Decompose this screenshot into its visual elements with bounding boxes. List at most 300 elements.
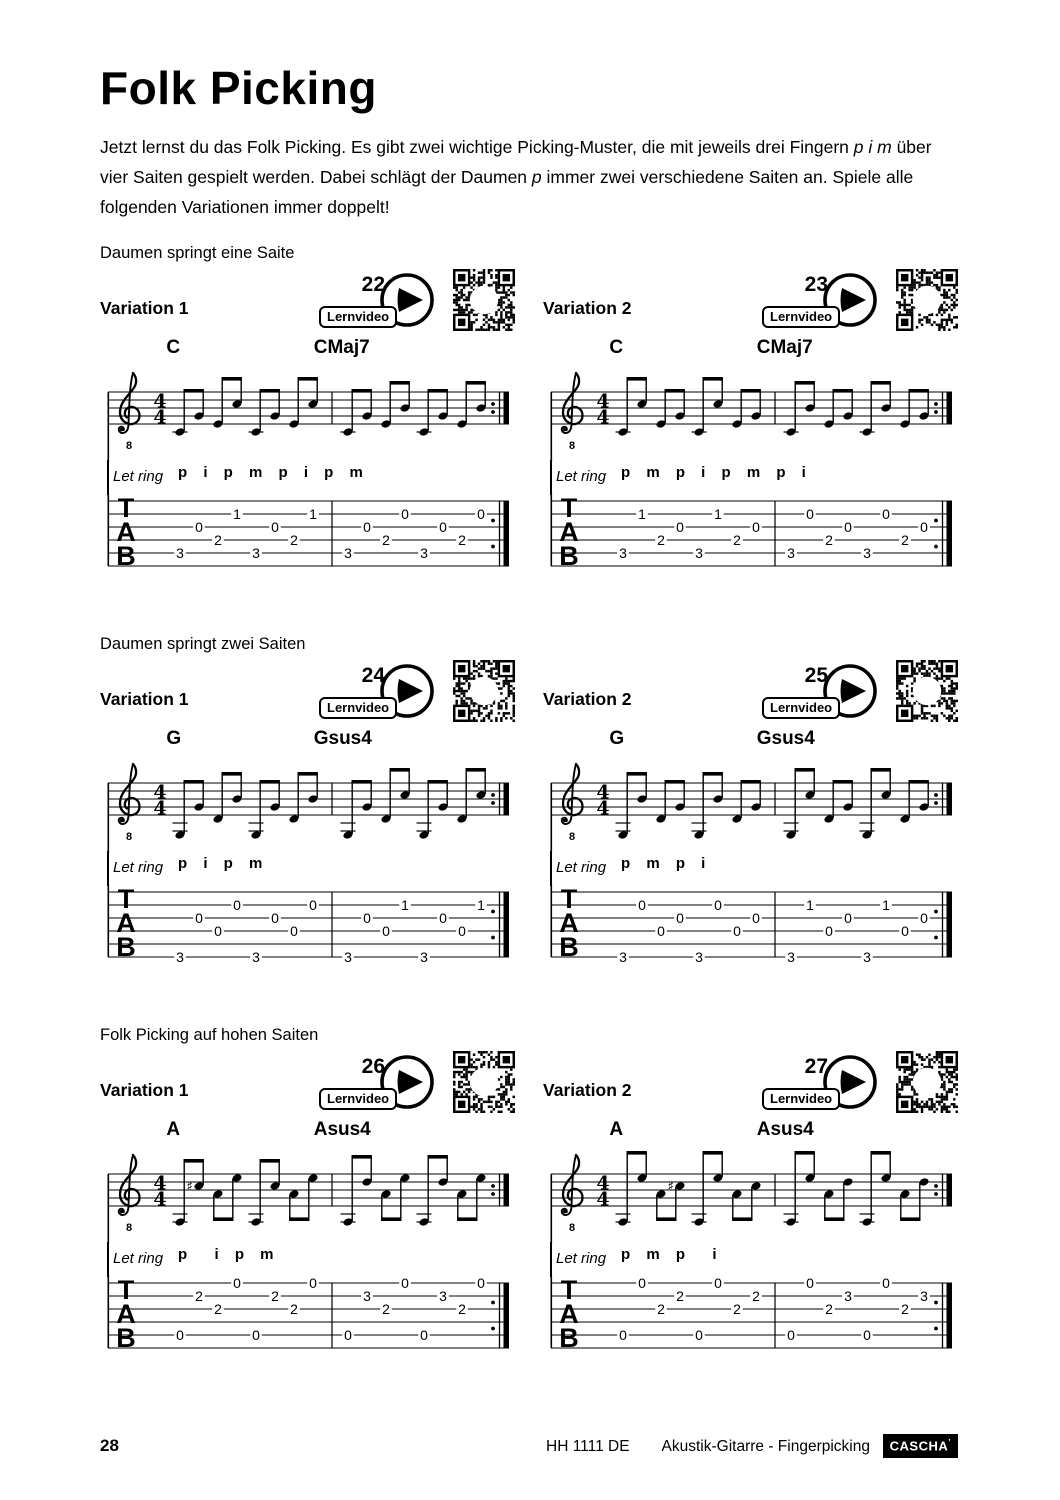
staff-notation [100,362,515,462]
staff-notation [543,753,958,853]
let-ring-label: Let ring [113,468,164,486]
tab-fret-number: 0 [477,506,485,523]
performance-row [543,462,958,493]
tab-fret-number: 3 [252,545,260,562]
note-pair [212,377,242,429]
system-line [550,1242,552,1277]
tab-fret-number: 2 [657,1301,665,1318]
variation-label: Variation 1 [100,1079,189,1100]
tab-fret-number: 2 [752,1288,760,1305]
treble-clef-icon [562,764,583,843]
variation-header [100,269,515,337]
tab-notation [543,1275,958,1367]
tab-fret-number: 3 [863,545,871,562]
tab-letter: B [559,1323,579,1354]
tab-fret-number: 3 [363,1288,371,1305]
tab-fret-number: 1 [638,506,646,523]
fingering-text: p m p i [621,855,711,873]
variation-header [543,269,958,337]
video-number: 25 [804,664,828,688]
tab-fret-number: 2 [195,1288,203,1305]
section-heading: Daumen springt zwei Saiten [100,635,306,654]
tab-letter: T [117,884,135,915]
note-pair [249,780,281,840]
variation-header [100,1051,515,1119]
chord-row [543,337,958,362]
tab-fret-number: 0 [714,1275,722,1292]
tab-fret-number: 0 [638,897,646,914]
note-pair [731,780,761,824]
note-pair [899,389,929,429]
note-pair [731,1181,761,1221]
video-number: 23 [804,273,828,297]
lernvideo-label: Lernvideo [319,1088,397,1110]
treble-clef-icon [562,373,583,452]
note-pair [860,1151,892,1227]
note-pair [823,389,853,429]
tab-fret-number: 3 [695,545,703,562]
qr-code [453,269,515,331]
tab-fret-number: 0 [714,897,722,914]
system-line [107,851,109,886]
chord-label: G [166,728,182,750]
variation-media [319,660,515,728]
qr-code [896,269,958,331]
tab-letter: T [117,1275,135,1306]
system-line [107,460,109,495]
note-pair [692,1151,724,1227]
variation-label: Variation 1 [100,297,189,318]
note-pair [731,389,761,429]
tab-letter: A [559,1299,579,1330]
note-pair [173,389,205,437]
system-line [550,851,552,886]
tab-fret-number: 0 [733,923,741,940]
tab-notation [100,1275,515,1367]
note-pair [417,389,449,437]
tab-fret-number: 0 [309,897,317,914]
tab-fret-number: 1 [233,506,241,523]
performance-row [100,1244,515,1275]
lernvideo-badge [319,269,439,335]
qr-code [453,1051,515,1113]
tab-fret-number: 3 [695,949,703,966]
tab-fret-number: 2 [657,532,665,549]
lernvideo-badge [762,1051,882,1117]
sharp-accidental: ♯ [667,1179,674,1195]
lernvideo-badge [319,660,439,726]
tab-fret-number: 0 [882,1275,890,1292]
variation-header [543,1051,958,1119]
tab-letter: T [560,493,578,524]
footer-code: HH 1111 DE [546,1438,630,1455]
fingering-text: p i p m p i p m [178,464,368,482]
tab-fret-number: 0 [195,519,203,536]
let-ring-label: Let ring [113,859,164,877]
variation-media [319,269,515,337]
lernvideo-label: Lernvideo [319,697,397,719]
video-number: 22 [361,273,385,297]
system-line [107,1242,109,1277]
tab-fret-number: 0 [363,519,371,536]
tab-fret-number: 3 [344,545,352,562]
chord-row [100,728,515,753]
treble-clef-icon [562,1155,583,1234]
note-pair [380,381,410,429]
tab-notation [100,493,515,585]
staff-notation [100,753,515,853]
performance-row [100,853,515,884]
tab-fret-number: 0 [806,506,814,523]
tab-fret-number: 3 [619,949,627,966]
variation-label: Variation 1 [100,688,189,709]
note-pair [341,780,373,840]
note-pair [860,381,892,437]
tab-fret-number: 0 [290,923,298,940]
tab-fret-number: 1 [477,897,485,914]
tab-fret-number: 3 [920,1288,928,1305]
performance-row [543,1244,958,1275]
tab-fret-number: 0 [233,1275,241,1292]
svg-text:4: 4 [596,1188,610,1211]
variation-block [100,1045,515,1367]
tab-fret-number: 0 [882,506,890,523]
tab-fret-number: 3 [176,545,184,562]
note-pair [823,780,853,824]
chord-row [100,337,515,362]
tab-fret-number: 0 [695,1327,703,1344]
clef-octave-8: 8 [125,440,133,453]
tab-letter: B [116,1323,136,1354]
tab-fret-number: 0 [233,897,241,914]
tab-fret-number: 0 [901,923,909,940]
staff-notation [543,1144,958,1244]
note-pair [655,780,685,824]
footer-book-title: Akustik-Gitarre - Fingerpicking [661,1438,870,1455]
note-pair [288,772,318,824]
tab-letter: B [559,541,579,572]
tab-fret-number: 2 [825,532,833,549]
lernvideo-label: Lernvideo [762,306,840,328]
let-ring-label: Let ring [556,468,607,486]
let-ring-label: Let ring [556,1250,607,1268]
chord-label: C [166,337,181,359]
tab-fret-number: 1 [309,506,317,523]
tab-notation [543,493,958,585]
variations-row [100,654,958,976]
tab-fret-number: 3 [344,949,352,966]
tab-fret-number: 0 [787,1327,795,1344]
lernvideo-badge [319,1051,439,1117]
chord-label: Gsus4 [313,728,372,750]
lernvideo-badge [762,269,882,335]
tab-letter: T [560,1275,578,1306]
note-pair [692,772,724,840]
tab-fret-number: 2 [825,1301,833,1318]
variations-row [100,263,958,585]
qr-code [453,660,515,722]
svg-text:4: 4 [153,1172,167,1195]
tab-fret-number: 0 [195,910,203,927]
qr-code [896,1051,958,1113]
note-pair [823,1177,853,1221]
chord-row [543,1119,958,1144]
time-signature [153,391,166,429]
section-heading: Folk Picking auf hohen Saiten [100,1026,319,1045]
note-pair [784,1151,816,1227]
note-pair [655,1180,685,1222]
chord-label: CMaj7 [313,337,370,359]
note-pair [212,1173,242,1221]
clef-octave-8: 8 [568,831,576,844]
treble-clef-icon [119,1155,140,1234]
clef-octave-8: 8 [125,831,133,844]
variation-label: Variation 2 [543,1079,632,1100]
note-pair [860,768,892,840]
performance-row [100,462,515,493]
note-pair [288,1173,318,1221]
note-pair [249,1159,281,1227]
picking-section [100,635,958,976]
fingering-text: p m p i p m p i [621,464,811,482]
time-signature [596,1173,609,1211]
svg-text:4: 4 [153,1188,167,1211]
tab-fret-number: 0 [382,923,390,940]
tab-fret-number: 0 [752,910,760,927]
sharp-accidental: ♯ [186,1179,193,1195]
tab-fret-number: 0 [420,1327,428,1344]
tab-fret-number: 2 [733,1301,741,1318]
time-signature [153,1173,166,1211]
tab-fret-number: 3 [619,545,627,562]
note-pair [417,780,449,840]
chord-label: Asus4 [313,1119,371,1141]
video-number: 27 [804,1055,828,1079]
note-pair [616,772,648,840]
chord-label: Asus4 [756,1119,814,1141]
tab-fret-number: 0 [401,1275,409,1292]
note-pair [456,1173,486,1221]
variation-block [100,654,515,976]
time-signature [596,782,609,820]
fingering-text: p m p i [621,1246,722,1264]
note-pair [616,377,648,437]
svg-text:4: 4 [596,1172,610,1195]
variation-media [762,269,958,337]
tab-fret-number: 0 [825,923,833,940]
svg-text:4: 4 [596,781,610,804]
tab-fret-number: 0 [657,923,665,940]
chord-row [543,728,958,753]
performance-row [543,853,958,884]
tab-fret-number: 0 [863,1327,871,1344]
tab-letter: A [559,908,579,939]
tab-fret-number: 3 [787,949,795,966]
tab-letter: A [116,908,136,939]
note-pair [288,377,318,429]
page-title: Folk Picking [100,62,377,114]
tab-notation [100,884,515,976]
tab-fret-number: 1 [806,897,814,914]
note-pair [341,389,373,437]
chord-label: CMaj7 [756,337,813,359]
svg-text:4: 4 [596,406,610,429]
tab-fret-number: 2 [382,532,390,549]
tab-fret-number: 3 [420,949,428,966]
tab-fret-number: 0 [477,1275,485,1292]
tab-fret-number: 0 [676,910,684,927]
svg-text:4: 4 [596,797,610,820]
tab-letter: A [116,1299,136,1330]
tab-fret-number: 0 [271,910,279,927]
variation-media [762,1051,958,1119]
note-pair [456,381,486,429]
intro-text: Jetzt lernst du das Folk Picking. Es gibt zwei wichtige Picking-Muster, die mit jeweils drei Fingern p i m über vier Saiten gespielt werden. Dabei schlägt der Daumen p immer zwei verschiedene Saiten an. Spiele alle folgenden Variationen immer doppelt! [100,137,932,218]
tab-letter: T [560,884,578,915]
video-number: 26 [361,1055,385,1079]
tab-letter: T [117,493,135,524]
tab-fret-number: 3 [420,545,428,562]
chord-row [100,1119,515,1144]
note-pair [616,1151,648,1227]
tab-fret-number: 2 [382,1301,390,1318]
let-ring-label: Let ring [556,859,607,877]
variation-media [319,1051,515,1119]
treble-clef-icon [119,764,140,843]
tab-fret-number: 0 [363,910,371,927]
tab-fret-number: 0 [752,519,760,536]
note-pair [380,1173,410,1221]
note-pair [249,389,281,437]
lernvideo-label: Lernvideo [319,306,397,328]
variations-row [100,1045,958,1367]
time-signature [153,782,166,820]
tab-letter: B [559,932,579,963]
chord-label: A [609,1119,624,1141]
clef-octave-8: 8 [568,1222,576,1235]
chord-label: Gsus4 [756,728,815,750]
variation-media [762,660,958,728]
tab-fret-number: 2 [676,1288,684,1305]
note-pair [173,1159,205,1227]
tab-fret-number: 0 [401,506,409,523]
tab-fret-number: 2 [214,532,222,549]
chord-label: A [166,1119,181,1141]
tab-fret-number: 0 [920,910,928,927]
tab-fret-number: 0 [806,1275,814,1292]
tab-fret-number: 2 [271,1288,279,1305]
note-pair [417,1155,449,1227]
tab-notation [543,884,958,976]
treble-clef-icon [119,373,140,452]
tab-fret-number: 3 [787,545,795,562]
variation-block [543,263,958,585]
svg-text:4: 4 [153,390,167,413]
svg-text:4: 4 [153,797,167,820]
tab-letter: B [116,541,136,572]
tab-fret-number: 0 [676,519,684,536]
let-ring-label: Let ring [113,1250,164,1268]
note-pair [173,780,205,840]
fingering-text: p i p m [178,1246,279,1264]
tab-fret-number: 0 [458,923,466,940]
chord-label: C [609,337,624,359]
variation-block [100,263,515,585]
svg-text:4: 4 [596,390,610,413]
tab-fret-number: 1 [401,897,409,914]
staff-notation [543,362,958,462]
section-heading: Daumen springt eine Saite [100,244,295,263]
tab-fret-number: 0 [619,1327,627,1344]
qr-code [896,660,958,722]
tab-fret-number: 2 [901,532,909,549]
variation-block [543,1045,958,1367]
tab-fret-number: 2 [214,1301,222,1318]
tab-fret-number: 2 [733,532,741,549]
tab-fret-number: 1 [714,506,722,523]
variation-label: Variation 2 [543,297,632,318]
tab-fret-number: 0 [844,519,852,536]
tab-fret-number: 2 [458,1301,466,1318]
note-pair [899,1177,929,1221]
note-pair [784,768,816,840]
tab-fret-number: 0 [439,519,447,536]
svg-text:4: 4 [153,406,167,429]
lernvideo-label: Lernvideo [762,697,840,719]
variation-header [543,660,958,728]
cascha-logo: CASCHA’ [883,1434,958,1458]
note-pair [655,389,685,429]
fingering-text: p i p m [178,855,268,873]
staff-notation [100,1144,515,1244]
tab-fret-number: 0 [638,1275,646,1292]
sections-container [100,244,958,1367]
note-pair [212,772,242,824]
tab-letter: A [559,517,579,548]
note-pair [899,780,929,824]
tab-fret-number: 0 [309,1275,317,1292]
video-number: 24 [361,664,385,688]
picking-section [100,1026,958,1367]
tab-fret-number: 2 [458,532,466,549]
tab-fret-number: 3 [252,949,260,966]
tab-fret-number: 3 [844,1288,852,1305]
tab-fret-number: 0 [176,1327,184,1344]
note-pair [341,1155,373,1227]
tab-fret-number: 3 [863,949,871,966]
page-footer [100,1434,958,1460]
tab-fret-number: 0 [920,519,928,536]
tab-fret-number: 0 [214,923,222,940]
tab-fret-number: 0 [844,910,852,927]
tab-fret-number: 2 [290,1301,298,1318]
tab-fret-number: 0 [271,519,279,536]
footer-page-number: 28 [100,1436,119,1455]
lernvideo-badge [762,660,882,726]
tab-letter: A [116,517,136,548]
tab-fret-number: 2 [901,1301,909,1318]
svg-text:4: 4 [153,781,167,804]
tab-letter: B [116,932,136,963]
tab-fret-number: 2 [290,532,298,549]
clef-octave-8: 8 [125,1222,133,1235]
lernvideo-label: Lernvideo [762,1088,840,1110]
tab-fret-number: 0 [439,910,447,927]
tab-fret-number: 3 [439,1288,447,1305]
tab-fret-number: 0 [252,1327,260,1344]
chord-label: G [609,728,625,750]
picking-section [100,244,958,585]
